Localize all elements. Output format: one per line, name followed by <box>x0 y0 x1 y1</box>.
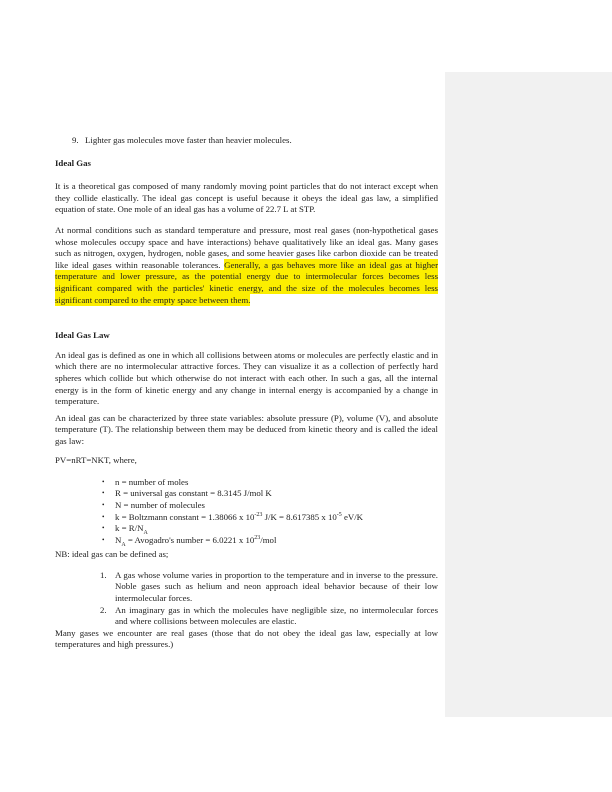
definition-item-1-text: A gas whose volume varies in proportion to the temperature and in inverse to the pressure. Noble gases such as helium and neon approach ideal behavior because of their low intermolecular forces. <box>115 569 438 603</box>
paragraph-ideal-gas-intro: It is a theoretical gas composed of many randomly moving point particles that do not interact except when they collide elastically. The ideal gas concept is useful because it obeys the ideal gas law, a simplified equation of state. One mole of an ideal gas has a volume of 22.7 L at STP. <box>55 180 438 215</box>
numbered-item-9-text: Lighter gas molecules move faster than heavier molecules. <box>85 135 292 145</box>
definition-item-2-marker: 2. <box>100 604 107 615</box>
variable-avogadro: $N_A$ = Avogadro's number = 6.0221 x $10^{23}$/mol <box>115 534 277 548</box>
numbered-item-9-marker: 9. <box>72 135 79 145</box>
definition-item-1 <box>55 570 438 605</box>
heading-ideal-gas-law: Ideal Gas Law <box>55 329 110 340</box>
right-gray-panel <box>445 72 612 717</box>
highlighted-text: Generally, a gas behaves more like an ideal gas at higher temperature and lower pressure, as the potential energy due to intermolecular forces becomes less significant compared with the particles' kinetic energy, and the size of the molecules becomes less significant compared to the empty space between them. <box>55 259 438 305</box>
heading-ideal-gas: Ideal Gas <box>55 157 91 168</box>
bullet-icon: • <box>102 512 105 521</box>
paragraph-real-gas-conditions-text: At normal conditions such as standard temperature and pressure, most real gases (non-hypothetical gases whose molecules occupy space and have interactions) behave qualitatively like an ideal gas. Many gases such as nitrogen, oxygen, hydrogen, noble gases, and some heavier gases like carbon dioxide can be treated like ideal gases within reasonable tolerances. <box>55 224 438 270</box>
paragraph-state-variables: An ideal gas can be characterized by three state variables: absolute pressure (P), volume (V), and absolute temperature (T). The relationship between them may be deduced from kinetic theory and is called the ideal gas law: <box>55 412 438 447</box>
ideal-gas-definitions-list <box>55 570 438 628</box>
document-content <box>55 0 438 651</box>
paragraph-ideal-gas-definition: An ideal gas is defined as one in which all collisions between atoms or molecules are perfectly elastic and in which there are no intermolecular attractive forces. They can visualize it as a collection of perfectly hard spheres which collide but which otherwise do not interact with each other. In such a gas, all the internal energy is in the form of kinetic energy and any change in internal energy is accompanied by a change in temperature. <box>55 349 438 407</box>
bullet-icon: • <box>102 477 105 486</box>
bullet-icon: • <box>102 489 105 498</box>
list-item <box>55 512 438 524</box>
bullet-icon: • <box>102 524 105 533</box>
paragraph-real-gases-note: Many gases we encounter are real gases (those that do not obey the ideal gas law, especially at low temperatures and high pressures.) <box>55 627 438 650</box>
definition-item-2-text: An imaginary gas in which the molecules have negligible size, no intermolecular forces and where collisions between molecules are elastic. <box>115 604 438 627</box>
list-item <box>55 477 438 489</box>
variable-r: R = universal gas constant = 8.3145 J/mol K <box>115 488 272 499</box>
definition-item-2 <box>55 605 438 628</box>
variable-n: n = number of moles <box>115 476 189 487</box>
paragraph-real-gas-conditions <box>55 225 438 306</box>
bullet-icon: • <box>102 535 105 544</box>
bullet-icon: • <box>102 500 105 509</box>
variable-capital-n: N = number of molecules <box>115 499 205 510</box>
variable-k-boltzmann: k = Boltzmann constant = 1.38066 x $10^{-23}$ J/K = 8.617385 x $10^{-5}$ eV/K <box>115 511 364 522</box>
variable-bullet-list <box>55 477 438 547</box>
definition-item-1-marker: 1. <box>100 569 107 580</box>
list-item <box>55 488 438 500</box>
equation-line: PV=nRT=NKT, where, <box>55 454 137 465</box>
list-item <box>55 500 438 512</box>
nb-line: NB: ideal gas can be defined as; <box>55 548 169 559</box>
list-item <box>55 535 438 547</box>
numbered-item-9 <box>55 135 438 147</box>
list-item <box>55 523 438 535</box>
variable-k-ratio: $k = R/N_A$ <box>115 523 148 536</box>
